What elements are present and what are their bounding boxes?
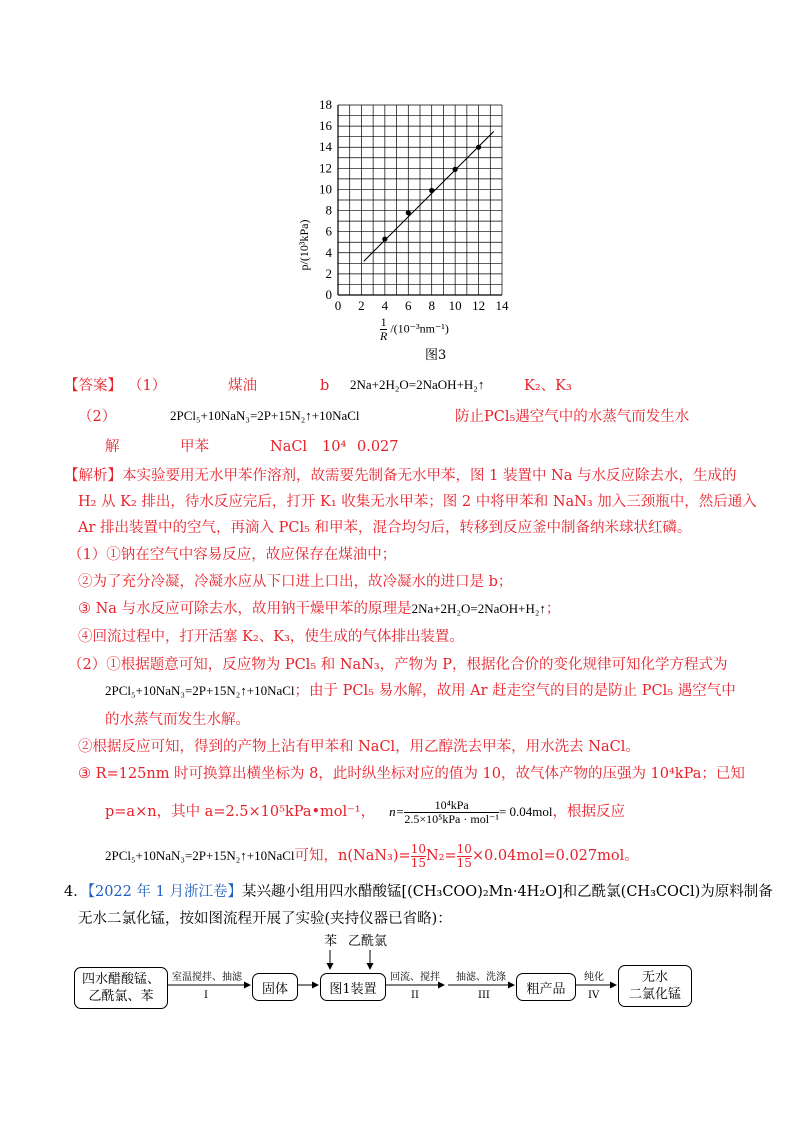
analysis-line-1 [64,466,737,486]
question-4-line-1 [64,882,773,902]
analysis-line-11: ②根据反应可知，得到的产物上沾有甲苯和 NaCl，用乙醇洗去甲苯，用水洗去 NaCl。 [78,739,640,755]
answer-p1-k: K₂、K₃ [524,378,572,394]
x-tick-label: 0 [334,298,342,313]
analysis-text-1: 本实验要用无水甲苯作溶剂，故需要先制备无水甲苯，图 1 装置中 Na 与水反应除去水，生成的 [122,468,737,484]
analysis-line-6 [78,599,560,619]
analysis-text-14a: 可知，n(NaN₃)= [294,848,411,864]
analysis-text-13b: ，根据反应 [552,804,626,820]
y-tick-label: 8 [325,202,332,218]
answer-p2-c: 甲苯 [180,439,209,455]
y-tick-label: 2 [325,265,332,281]
analysis-text-14b: N₂= [425,848,457,864]
analysis-text-6b: ； [545,601,561,617]
analysis-line-9 [105,681,736,701]
analysis-equation-9: 2PCl₅+10NaN₃=2P+15N₂↑+10NaCl [105,683,295,698]
answer-p1-equation: 2Na+2H₂O=2NaOH+H₂↑ [350,377,485,392]
x-tick-label: 10 [448,298,462,313]
answer-p1-no: （1） [128,378,167,394]
flow-step-1-label: 室温搅拌、抽滤 [172,972,242,983]
x-label-numerator: 1 [380,315,387,329]
answer-tag: 【答案】 [64,378,122,394]
analysis-line-2: H₂ 从 K₂ 排出，待水反应完后，打开 K₁ 收集无水甲苯；图 2 中将甲苯和 NaN₃ 加入三颈瓶中，然后通入 [78,494,757,510]
fraction-denominator: 2.5×10⁵kPa · mol⁻¹ [404,811,499,826]
flow-step-4-label: 纯化 [584,972,604,983]
y-tick-label: 18 [319,97,332,112]
analysis-equation-14: 2PCl₅+10NaN₃=2P+15N₂↑+10NaCl [105,848,295,863]
y-tick-label: 10 [319,181,332,197]
analysis-fraction-13 [404,799,499,826]
analysis-line-4: （1）①钠在空气中容易反应，故应保存在煤油中； [68,547,397,563]
data-point [382,236,387,241]
answer-p2-equation: 2PCl₅+10NaN₃=2P+15N₂↑+10NaCl [170,408,360,423]
flow-box-final-line-1: 无水 [641,970,668,985]
data-point [476,145,481,150]
flow-box-crude-product: 粗产品 [516,973,576,1001]
flow-step-4-number: IV [588,990,600,1001]
analysis-line-10: 的水蒸气而发生水解。 [105,712,250,728]
analysis-text-13: p=a×n，其中 a=2.5×10⁵kPa•mol⁻¹， [105,804,376,820]
flow-step-3-number: III [478,990,490,1001]
flow-step-3-label: 抽滤、洗涤 [456,972,506,983]
fraction-numerator: 10 [410,841,426,856]
fit-line [364,131,494,261]
analysis-tag: 【解析】 [64,468,122,484]
x-tick-label: 12 [472,298,486,313]
y-tick-label: 12 [319,160,332,176]
chart-ticks [319,97,509,313]
y-tick-label: 4 [325,244,332,260]
question-text-1: 某兴趣小组用四水醋酸锰[(CH₃COO)₂Mn·4H₂O]和乙酰氯(CH₃COCl)为原料制备 [241,884,773,900]
x-tick-label: 14 [495,298,509,313]
flow-step-2-number: II [411,990,419,1001]
analysis-line-13 [105,792,625,832]
flow-step-1-number: I [204,990,208,1001]
figure-caption: 图3 [425,348,447,363]
y-axis-label: p/(10³kPa) [297,219,311,271]
y-tick-label: 16 [319,118,332,134]
fraction-numerator: 10 [456,841,472,856]
analysis-line-3: Ar 排出装置中的空气，再滴入 PCl₅ 和甲苯，混合均匀后，转移到反应釜中制备纳米球状红磷。 [78,520,692,536]
answer-p2-a: 防止PCl₅遇空气中的水蒸气而发生水 [455,409,690,425]
x-axis-label [380,316,449,343]
flow-box-reagents-line-2: 乙酰氯、苯 [88,989,154,1004]
flow-box-reagents [74,967,168,1009]
fraction-denominator: 15 [456,855,472,870]
data-point [429,188,434,193]
flow-step-2-label: 回流、搅拌 [390,972,440,983]
answer-p2-b: 解 [105,439,120,455]
fraction-denominator: 15 [410,855,426,870]
question-4-line-2: 无水二氯化锰，按如图流程开展了实验(夹持仪器已省略)： [78,911,452,927]
x-tick-label: 4 [381,298,389,313]
question-source: 【2022 年 1 月浙江卷】 [87,884,242,900]
analysis-result-13: = 0.04mol [498,804,553,819]
analysis-fraction-14b [457,843,472,870]
analysis-text-14c: ×0.04mol=0.027mol。 [471,848,639,864]
analysis-line-5: ②为了充分冷凝，冷凝水应从下口进上口出，故冷凝水的进口是 b； [78,574,513,590]
analysis-fraction-14a [411,843,426,870]
flow-box-solid: 固体 [252,973,298,1001]
analysis-equation-6: 2Na+2H₂O=2NaOH+H₂↑ [411,601,546,616]
x-tick-label: 2 [358,298,365,313]
analysis-line-12: ③ R=125nm 时可换算出横坐标为 8，此时纵坐标对应的值为 10，故气体产物的压强为 10⁴kPa；已知 [78,766,745,782]
analysis-line-14 [105,838,639,874]
answer-p2-no: （2） [78,409,117,425]
answer-p2-d: NaCl [270,439,308,455]
x-tick-label: 8 [428,298,435,313]
data-point [406,210,411,215]
flow-input-benzene: 苯 [324,934,338,949]
x-label-unit: /(10⁻³nm⁻¹) [390,321,449,336]
x-tick-label: 6 [405,298,412,313]
x-label-denominator: R [380,329,388,343]
data-point [453,167,458,172]
answer-p1-a: 煤油 [228,378,257,394]
question-number: 4． [64,884,88,900]
answer-p2-f: 0.027 [357,439,399,455]
analysis-text-6: ③ Na 与水反应可除去水，故用钠干燥甲苯的原理是 [78,601,412,617]
analysis-n-label: n= [389,804,405,819]
flow-input-acetyl-chloride: 乙酰氯 [348,934,388,949]
flow-box-final-line-2: 二氯化锰 [628,987,681,1002]
chart-grid [338,105,502,295]
y-tick-label: 6 [325,223,332,239]
analysis-line-8: （2）①根据题意可知，反应物为 PCl₅ 和 NaN₃，产物为 P，根据化合价的变化规律可知化学方程式为 [68,657,728,673]
flow-box-final-product [618,965,692,1007]
fraction-numerator: 10⁴kPa [434,797,469,812]
answer-p2-e: 10⁴ [322,439,347,455]
answer-p1-b: b [320,378,330,394]
y-tick-label: 0 [325,287,332,302]
flow-box-apparatus: 图1装置 [320,973,386,1001]
y-tick-label: 14 [319,139,332,155]
flow-box-reagents-line-1: 四水醋酸锰、 [81,972,160,987]
analysis-text-9: ；由于 PCl₅ 易水解，故用 Ar 赶走空气的目的是防止 PCl₅ 遇空气中 [294,683,736,699]
analysis-line-7: ④回流过程中，打开活塞 K₂、K₃，使生成的气体排出装置。 [78,629,464,645]
